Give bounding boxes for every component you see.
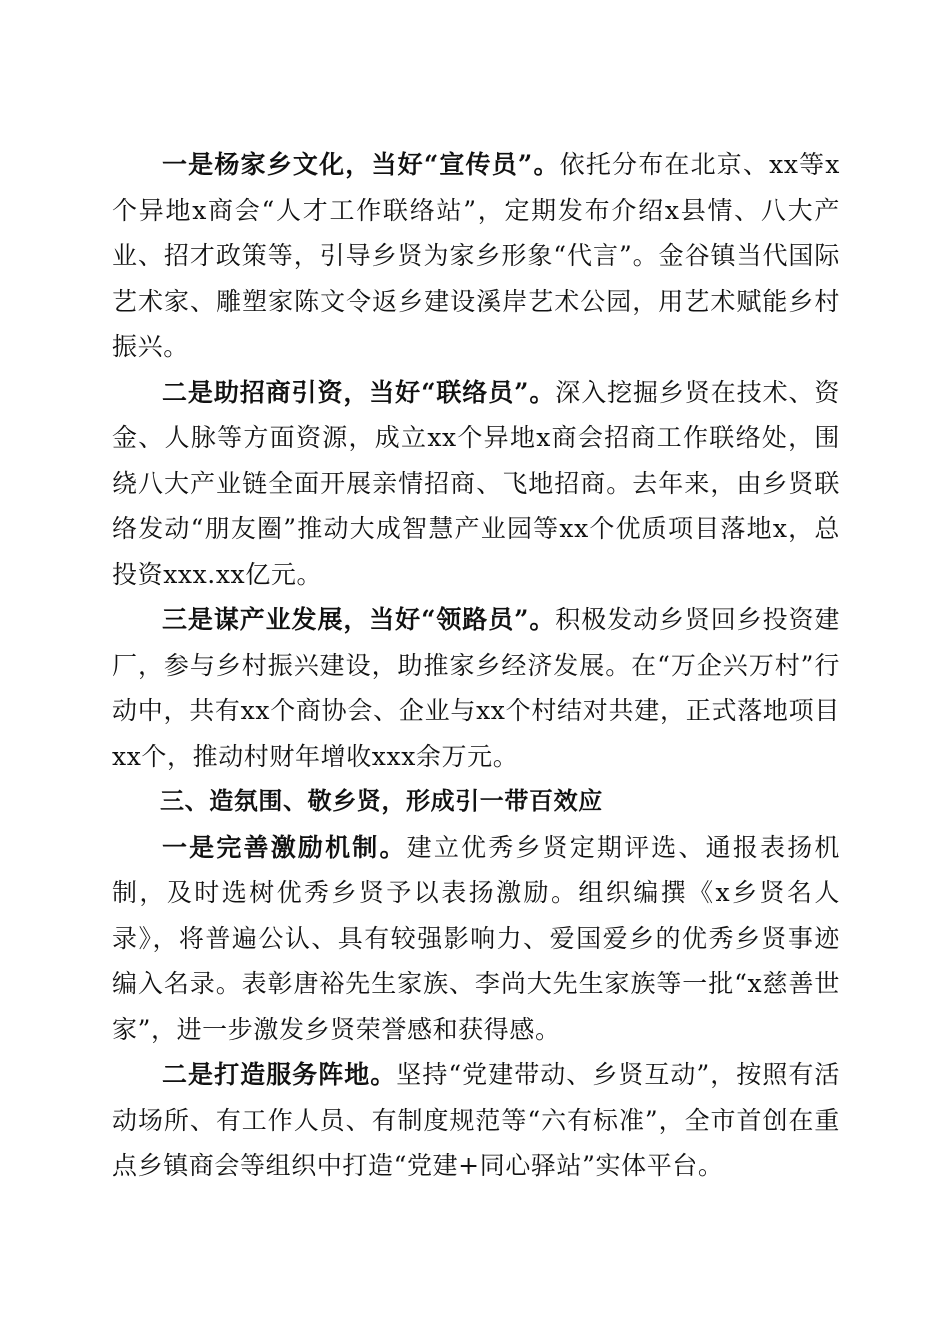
paragraph-text: 依托分布在北京、xx等x个异地x商会“人才工作联络站”，定期发布介绍x县情、八大产业、招才政策等，引导乡贤为家乡形象“代言”。金谷镇当代国际艺术家、雕塑家陈文令返乡建设溪岸艺术公园，用艺术赋能乡村振兴。 xyxy=(112,150,840,361)
paragraph-text: 积极发动乡贤回乡投资建厂，参与乡村振兴建设，助推家乡经济发展。在“万企兴万村”行动中，共有xx个商协会、企业与xx个村结对共建，正式落地项目xx个，推动村财年增收xxx余万元。 xyxy=(112,605,840,771)
paragraph-lead: 三是谋产业发展，当好“领路员”。 xyxy=(162,605,556,634)
paragraph-text: 坚持“党建带动、乡贤互动”，按照有活动场所、有工作人员、有制度规范等“六有标准”，全市首创在重点乡镇商会等组织中打造“党建+同心驿站”实体平台。 xyxy=(112,1060,840,1180)
paragraph-lead: 二是打造服务阵地。 xyxy=(162,1060,397,1089)
paragraph-service xyxy=(112,1052,840,1189)
document-body xyxy=(112,142,840,1189)
paragraph-promotion xyxy=(112,142,840,370)
paragraph-text: 建立优秀乡贤定期评选、通报表扬机制，及时选树优秀乡贤予以表扬激励。组织编撰《x乡贤名人录》，将普遍公认、具有较强影响力、爱国爱乡的优秀乡贤事迹编入名录。表彰唐裕先生家族、李尚大先生家族等一批“x慈善世家”，进一步激发乡贤荣誉感和获得感。 xyxy=(112,832,840,1044)
paragraph-industry xyxy=(112,597,840,779)
paragraph-text: 深入挖掘乡贤在技术、资金、人脉等方面资源，成立xx个异地x商会招商工作联络处，围绕八大产业链全面开展亲情招商、飞地招商。去年来，由乡贤联络发动“朋友圈”推动大成智慧产业园等xx个优质项目落地x，总投资xxx.xx亿元。 xyxy=(112,377,840,589)
paragraph-investment xyxy=(112,370,840,598)
paragraph-lead: 二是助招商引资，当好“联络员”。 xyxy=(162,377,556,407)
paragraph-incentive xyxy=(112,825,840,1053)
section-heading: 三、造氛围、敬乡贤，形成引一带百效应 xyxy=(160,787,603,815)
paragraph-lead: 一是完善激励机制。 xyxy=(162,832,407,862)
paragraph-lead: 一是杨家乡文化，当好“宣传员”。 xyxy=(162,150,560,179)
